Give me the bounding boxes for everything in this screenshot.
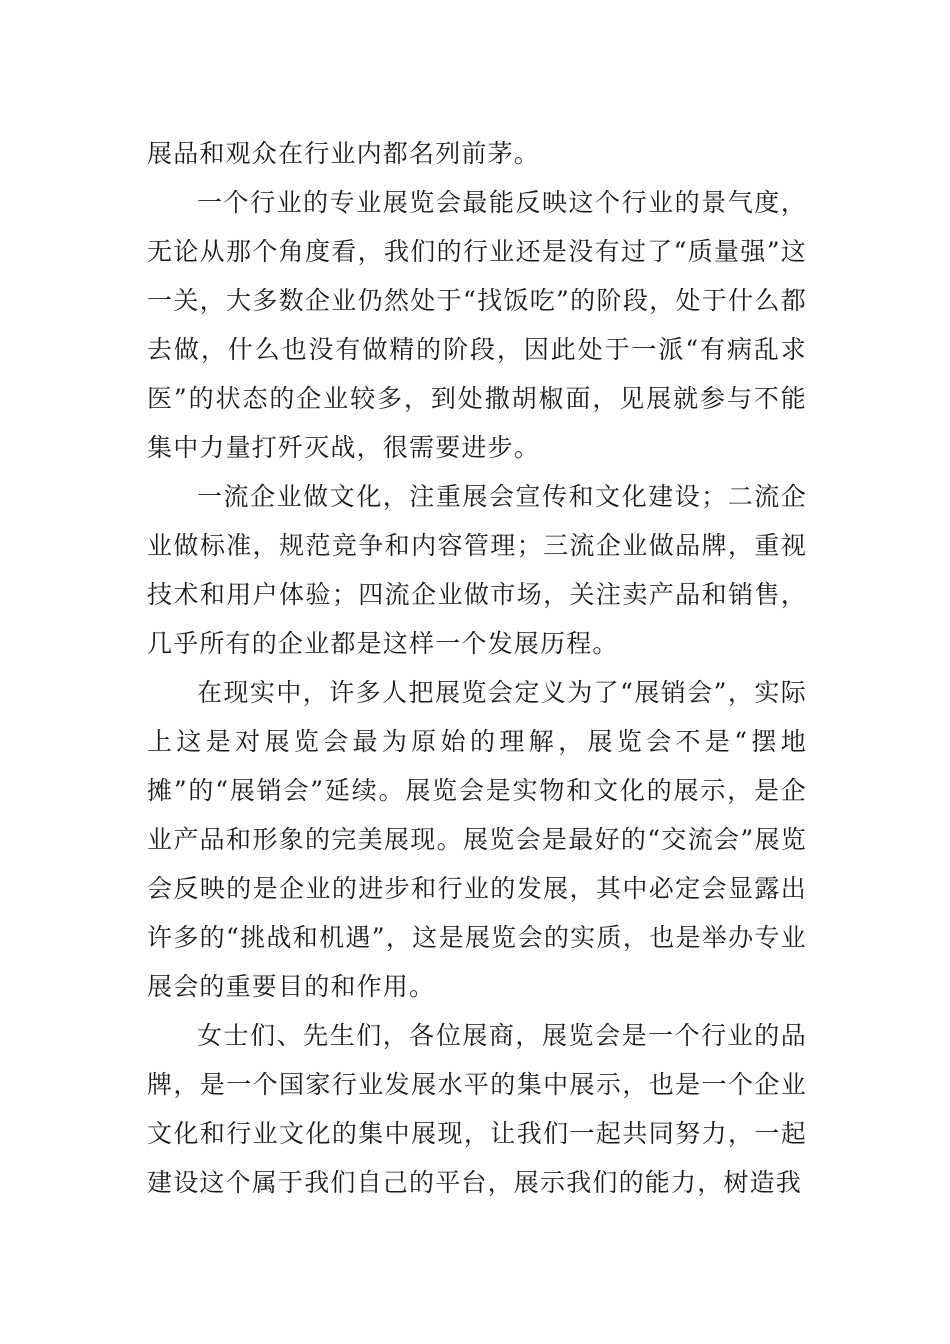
paragraph-exhibition-definition: 在现实中，许多人把展览会定义为了“展销会”，实际上这是对展览会最为原始的理解，展览会不是“摆地摊”的“展销会”延续。展览会是实物和文化的展示，是企业产品和形象的完美展现。展览会是最好的“交流会”展览会反映的是企业的进步和行业的发展，其中必定会显露出许多的“挑战和机遇”，这是展览会的实质，也是举办专业展会的重要目的和作用。 [147, 678, 807, 1001]
document-body [147, 129, 807, 1207]
paragraph-continuation: 展品和观众在行业内都名列前茅。 [147, 139, 541, 168]
paragraph-industry-exhibition: 一个行业的专业展览会最能反映这个行业的景气度，无论从那个角度看，我们的行业还是没有过了“质量强”这一关，大多数企业仍然处于“找饭吃”的阶段，处于什么都去做，什么也没有做精的阶段，因此处于一派“有病乱求医”的状态的企业较多，到处撒胡椒面，见展就参与不能集中力量打歼灭战，很需要进步。 [147, 188, 807, 462]
paragraph-closing-address: 女士们、先生们，各位展商，展览会是一个行业的品牌，是一个国家行业发展水平的集中展示，也是一个企业文化和行业文化的集中展现，让我们一起共同努力，一起建设这个属于我们自己的平台，展示我们的能力，树造我 [147, 1021, 807, 1197]
paragraph-enterprise-tiers: 一流企业做文化，注重展会宣传和文化建设；二流企业做标准，规范竞争和内容管理；三流企业做品牌，重视技术和用户体验；四流企业做市场，关注卖产品和销售，几乎所有的企业都是这样一个发展历程。 [147, 482, 807, 658]
